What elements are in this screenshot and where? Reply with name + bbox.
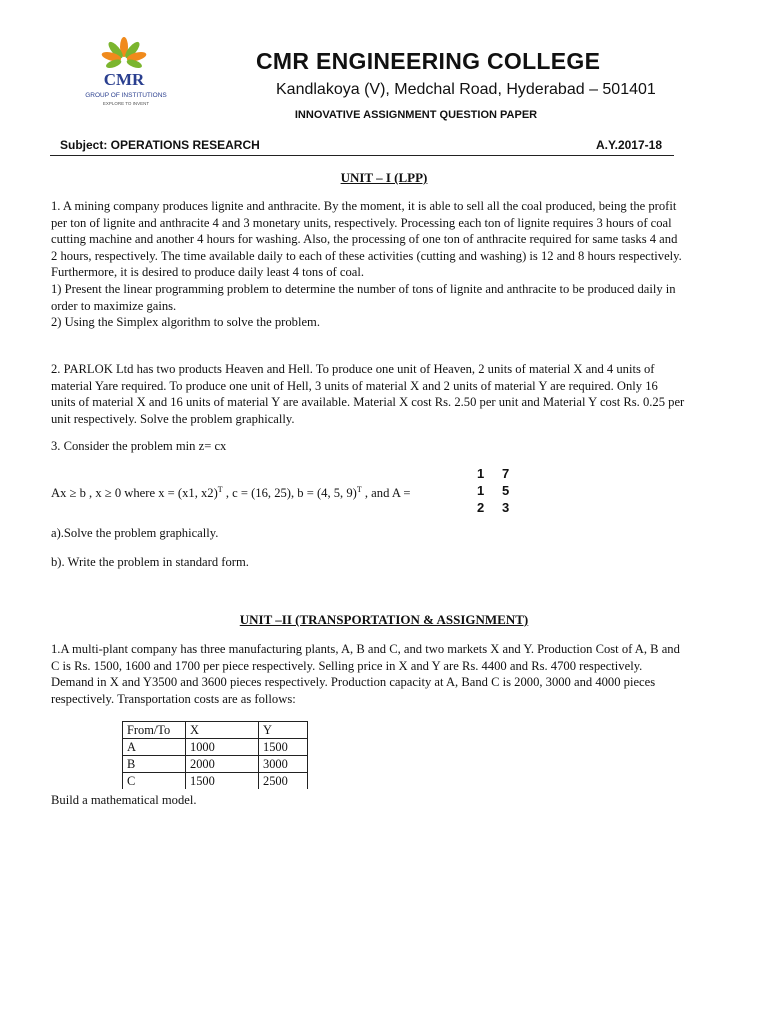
- transportation-cost-table: [122, 721, 308, 789]
- flower-icon: [78, 36, 178, 116]
- unit1-question2: 2. PARLOK Ltd has two products Heaven and Hell. To produce one unit of Heaven, 2 units of material X and 4 units of material Yare required. To produce one unit of Hell, 3 units of material X and 2 units of material Y are required. Only 16 units of material X and 16 units of material Y are available. Material X cost Rs. 2.50 per unit and Material Y cost Rs. 0.25 per unit respectively. Solve the problem graphically.: [51, 362, 685, 426]
- table-cell: 1000: [186, 739, 259, 756]
- unit1-question1: [51, 198, 685, 331]
- matrix-a: [477, 465, 527, 516]
- table-row: [123, 739, 308, 756]
- unit2-question1: 1.A multi-plant company has three manufacturing plants, A, B and C, and two markets X and Y. Production Cost of A, B and C is Rs. 1500, 1600 and 1700 per piece respectively. Selling price in X and Y are Rs. 4400 and Rs. 4700 respectively. Demand in X and Y3500 and 3600 pieces respectively. Production capacity at A, Band C is 2000, 3000 and 4000 pieces respectively. Transportation costs are as follows:: [51, 642, 680, 706]
- table-cell: 2500: [259, 773, 308, 790]
- college-logo: [78, 36, 178, 116]
- q3-part-b: b). Write the problem in standard form.: [51, 555, 249, 569]
- table-cell: 2000: [186, 756, 259, 773]
- paper-type: INNOVATIVE ASSIGNMENT QUESTION PAPER: [294, 109, 538, 121]
- table-header-cell: Y: [259, 722, 308, 739]
- transpose-mark: T: [356, 485, 362, 494]
- build-model-instruction: Build a mathematical model.: [51, 793, 197, 807]
- unit1-heading: UNIT – I (LPP): [340, 170, 428, 185]
- subject-label: Subject: OPERATIONS RESEARCH: [60, 138, 260, 152]
- subject-line: [60, 138, 666, 152]
- table-header-row: [123, 722, 308, 739]
- matrix-row: [477, 465, 527, 482]
- q3-constraint-c: , and A =: [361, 486, 411, 500]
- q1-part1: 1) Present the linear programming problem to determine the number of tons of lignite and anthracite to be produced daily in order to maximize gains.: [51, 281, 676, 313]
- college-address: Kandlakoya (V), Medchal Road, Hyderabad – 501401: [276, 81, 656, 98]
- table-cell: 1500: [186, 773, 259, 790]
- matrix-row: [477, 482, 527, 499]
- divider: [50, 155, 674, 156]
- table-cell: A: [123, 739, 186, 756]
- transpose-mark: T: [217, 485, 223, 494]
- svg-text:EXPLORE TO INVENT: EXPLORE TO INVENT: [102, 101, 150, 106]
- matrix-row: [477, 499, 527, 516]
- table-row: [123, 773, 308, 790]
- matrix-cell: 3: [502, 500, 510, 515]
- table-cell: 1500: [259, 739, 308, 756]
- matrix-cell: 1: [477, 483, 485, 498]
- matrix-cell: 5: [502, 483, 510, 498]
- q3-constraint: [51, 482, 410, 502]
- matrix-cell: 7: [502, 466, 510, 481]
- q3-constraint-a: Ax ≥ b , x ≥ 0 where x = (x1, x2): [51, 486, 218, 500]
- academic-year: A.Y.2017-18: [595, 138, 662, 152]
- matrix-cell: 2: [477, 500, 485, 515]
- table-header-cell: X: [186, 722, 259, 739]
- table-cell: 3000: [259, 756, 308, 773]
- q3-part-a: a).Solve the problem graphically.: [51, 526, 219, 540]
- table-cell: B: [123, 756, 186, 773]
- table-row: [123, 756, 308, 773]
- matrix-cell: 1: [477, 466, 485, 481]
- svg-text:GROUP OF INSTITUTIONS: GROUP OF INSTITUTIONS: [85, 92, 167, 99]
- q1-part2: 2) Using the Simplex algorithm to solve the problem.: [51, 315, 320, 330]
- svg-text:CMR: CMR: [103, 70, 145, 89]
- unit1-question3: 3. Consider the problem min z= cx: [51, 439, 227, 453]
- college-name: CMR ENGINEERING COLLEGE: [256, 48, 601, 74]
- table-cell: C: [123, 773, 186, 790]
- table-header-cell: From/To: [123, 722, 186, 739]
- unit2-heading: UNIT –II (TRANSPORTATION & ASSIGNMENT): [239, 612, 529, 627]
- q3-constraint-b: , c = (16, 25), b = (4, 5, 9): [222, 486, 357, 500]
- q1-text: 1. A mining company produces lignite and anthracite. By the moment, it is able to sell all the coal produced, being the profit per ton of lignite and anthracite 4 and 3 monetary units, respectively. Processing each ton of lignite requires 3 hours of coal cutting machine and another 4 hours for washing. Also, the processing of one ton of anthracite required for same tasks 4 and 2 hours, respectively. The time available daily to each of these activities (cutting and washing) is 12 and 8 hours respectively. Furthermore, it is desired to produce daily least 4 tons of coal.: [51, 199, 682, 280]
